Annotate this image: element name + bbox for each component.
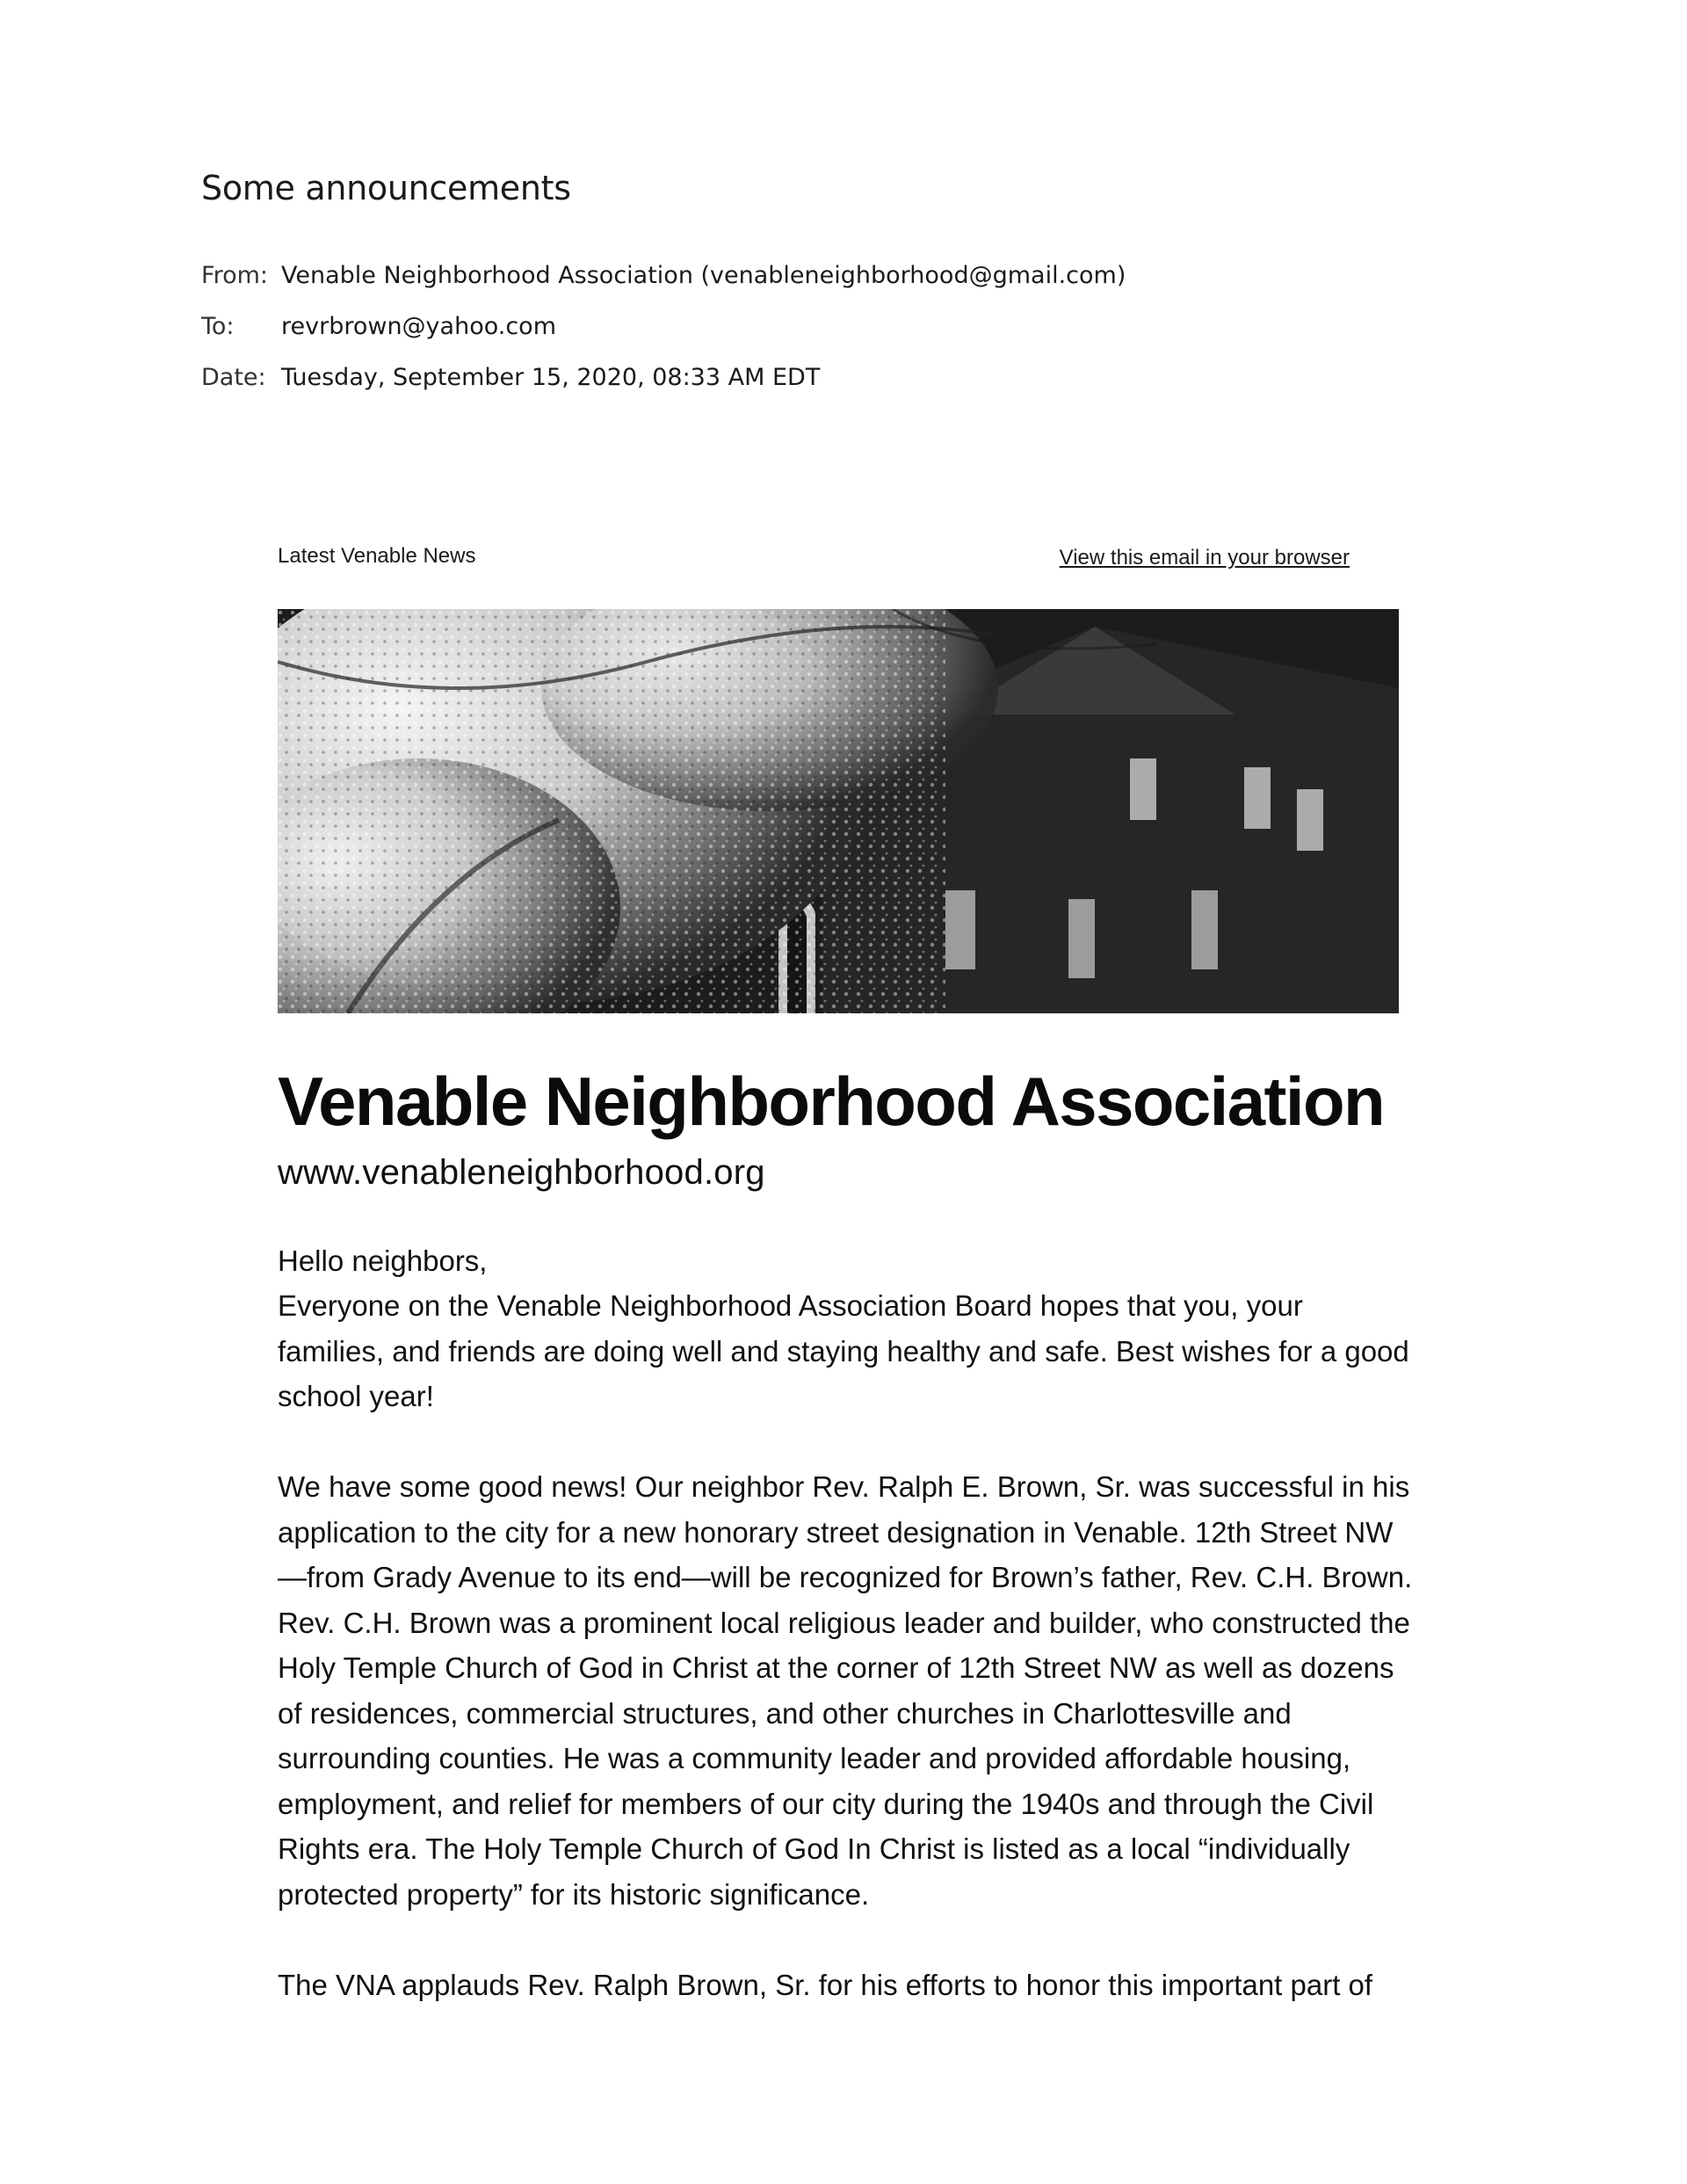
paragraph-3-text: The VNA applauds Rev. Ralph Brown, Sr. for his efforts to honor this important part of xyxy=(278,1969,1373,2001)
paragraph-2 xyxy=(278,1464,1420,1917)
email-to-row xyxy=(201,313,556,340)
paragraph-3 xyxy=(278,1963,1411,2008)
organization-title: Venable Neighborhood Association xyxy=(278,1063,1385,1140)
paragraph-1-text: Everyone on the Venable Neighborhood Association Board hopes that you, your families, and friends are doing well and staying healthy and safe. Best wishes for a good school year! xyxy=(278,1289,1409,1412)
date-label: Date: xyxy=(201,364,266,391)
organization-website-link[interactable]: www.venableneighborhood.org xyxy=(278,1153,765,1192)
to-value[interactable]: revrbrown@yahoo.com xyxy=(281,313,557,340)
date-value: Tuesday, September 15, 2020, 08:33 AM EDT xyxy=(281,364,821,391)
hero-image xyxy=(278,609,1399,1013)
paragraph-2-text: We have some good news! Our neighbor Rev. Ralph E. Brown, Sr. was successful in his application to the city for a new honorary street designation in Venable. 12th Street NW—from Grady Avenue to its end—will be recognized for Brown’s father, Rev. C.H. Brown. Rev. C.H. Brown was a prominent local religious leader and builder, who constructed the Holy Temple Church of God in Christ at the corner of 12th Street NW as well as dozens of residences, commercial structures, and other churches in Charlottesville and surrounding counties. He was a community leader and provided affordable housing, employment, and relief for members of our city during the 1940s and through the Civil Rights era. The Holy Temple Church of God In Christ is listed as a local “individually protected property” for its historic significance. xyxy=(278,1470,1413,1911)
email-date-row xyxy=(201,364,820,391)
view-in-browser-link[interactable]: View this email in your browser xyxy=(1059,546,1350,570)
paragraph-1 xyxy=(278,1283,1411,1419)
newsletter-preheader: Latest Venable News xyxy=(278,544,476,568)
to-label: To: xyxy=(201,313,235,340)
email-from-row xyxy=(201,262,1126,289)
from-value[interactable]: Venable Neighborhood Association (venableneighborhood@gmail.com) xyxy=(281,262,1126,289)
from-label: From: xyxy=(201,262,268,289)
greeting-text: Hello neighbors, xyxy=(278,1244,488,1277)
email-subject: Some announcements xyxy=(201,169,571,207)
